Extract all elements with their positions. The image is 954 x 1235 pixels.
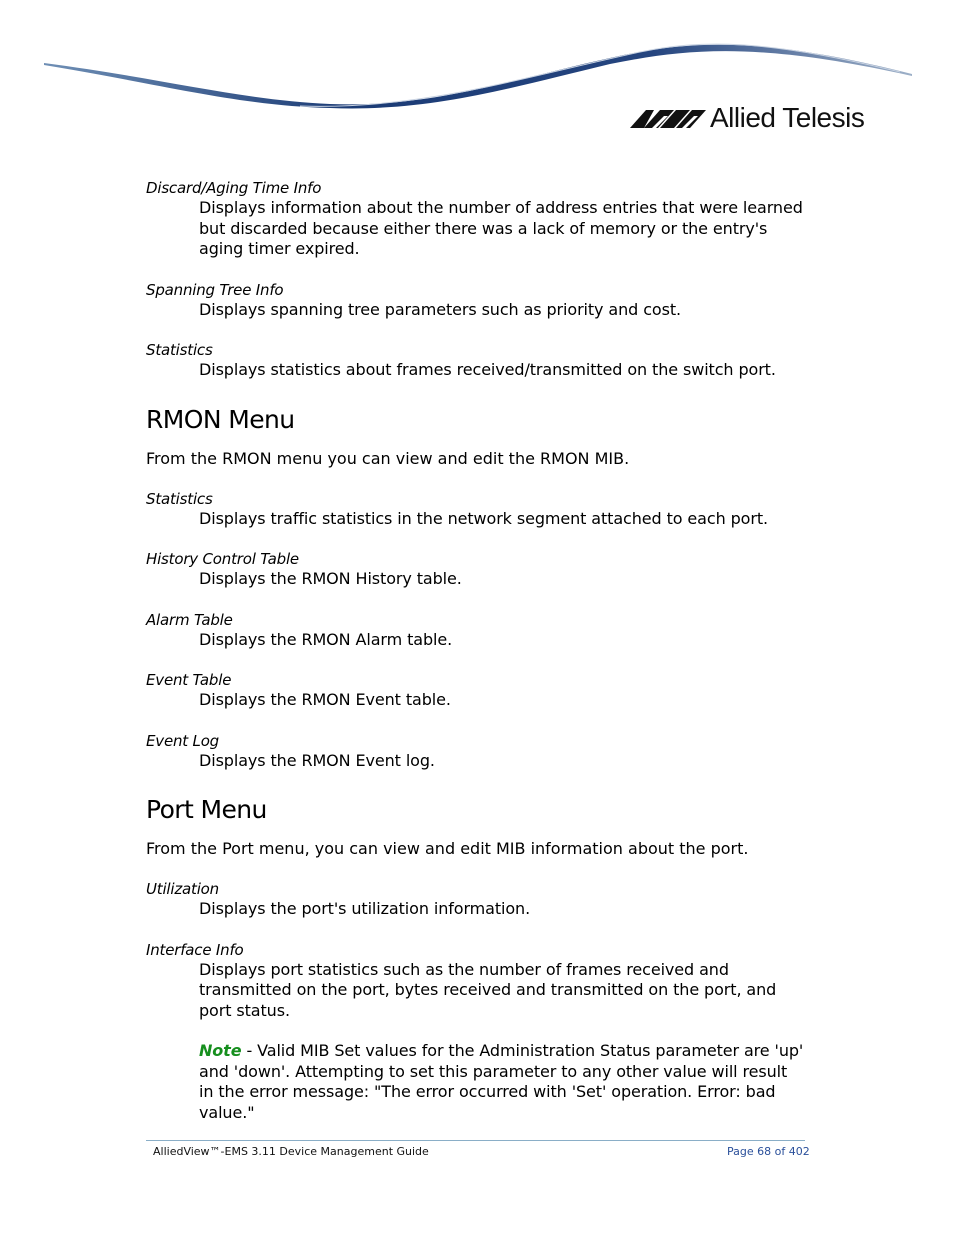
footer-divider [146,1140,805,1141]
definition-description: Displays the port's utilization information. [199,899,531,918]
definition-description: Displays the RMON Event log. [199,750,435,770]
section-intro-port: From the Port menu, you can view and edit MIB information about the port. [146,839,749,858]
definition-item [146,178,806,260]
definition-term: Spanning Tree Info [146,280,284,299]
footer-page-number: Page 68 of 402 [727,1145,810,1158]
definition-term: Discard/Aging Time Info [146,179,322,197]
header-swoosh [0,0,954,110]
definition-description: Displays information about the number of address entries that were learned but discarded because either there was a lack of memory or the entry's aging timer expired. [199,198,803,258]
definition-item [146,731,806,772]
definition-description: Displays the RMON Alarm table. [199,629,453,649]
definition-term: Statistics [146,341,213,359]
definition-item [146,340,806,381]
note-text: - Valid MIB Set values for the Administration Status parameter are 'up' and 'down'. Attempting to set this parameter to any other value will result in the error message: "The error occurred with 'Set' operation. Error: bad value." [199,1041,804,1122]
definition-description: Displays statistics about frames received/transmitted on the switch port. [199,360,776,379]
note-label: Note [199,1041,242,1060]
definition-description: Displays port statistics such as the number of frames received and transmitted on the port, bytes received and transmitted on the port, and port status. [199,959,777,1020]
definition-term: Utilization [146,880,219,898]
definition-item [146,879,806,920]
definition-description: Displays the RMON Event table. [199,690,451,709]
definition-term: History Control Table [146,550,299,568]
section-intro-rmon: From the RMON menu you can view and edit the RMON MIB. [146,448,630,468]
definition-description: Displays traffic statistics in the network segment attached to each port. [199,508,768,528]
logo-mark-icon [630,108,708,136]
definition-term: Statistics [146,489,213,508]
definition-term: Alarm Table [146,610,233,629]
page-content [146,178,806,1123]
definition-item [146,280,806,321]
definition-item [146,610,806,651]
section-heading-rmon: RMON Menu [146,404,295,434]
allied-telesis-logo [630,100,865,136]
section-heading-port: Port Menu [146,795,267,824]
definition-description: Displays the RMON History table. [199,569,462,588]
definition-item [146,549,806,590]
note-paragraph [199,1041,806,1123]
definition-item [146,489,806,530]
definition-term: Event Log [146,731,219,750]
definition-term: Interface Info [146,940,244,959]
logo-text: Allied Telesis [710,102,865,133]
footer-document-title: AlliedView™-EMS 3.11 Device Management Guide [153,1145,429,1158]
definition-description: Displays spanning tree parameters such as priority and cost. [199,299,681,319]
definition-term: Event Table [146,671,232,689]
definition-item [146,670,806,711]
definition-item [146,940,806,1022]
